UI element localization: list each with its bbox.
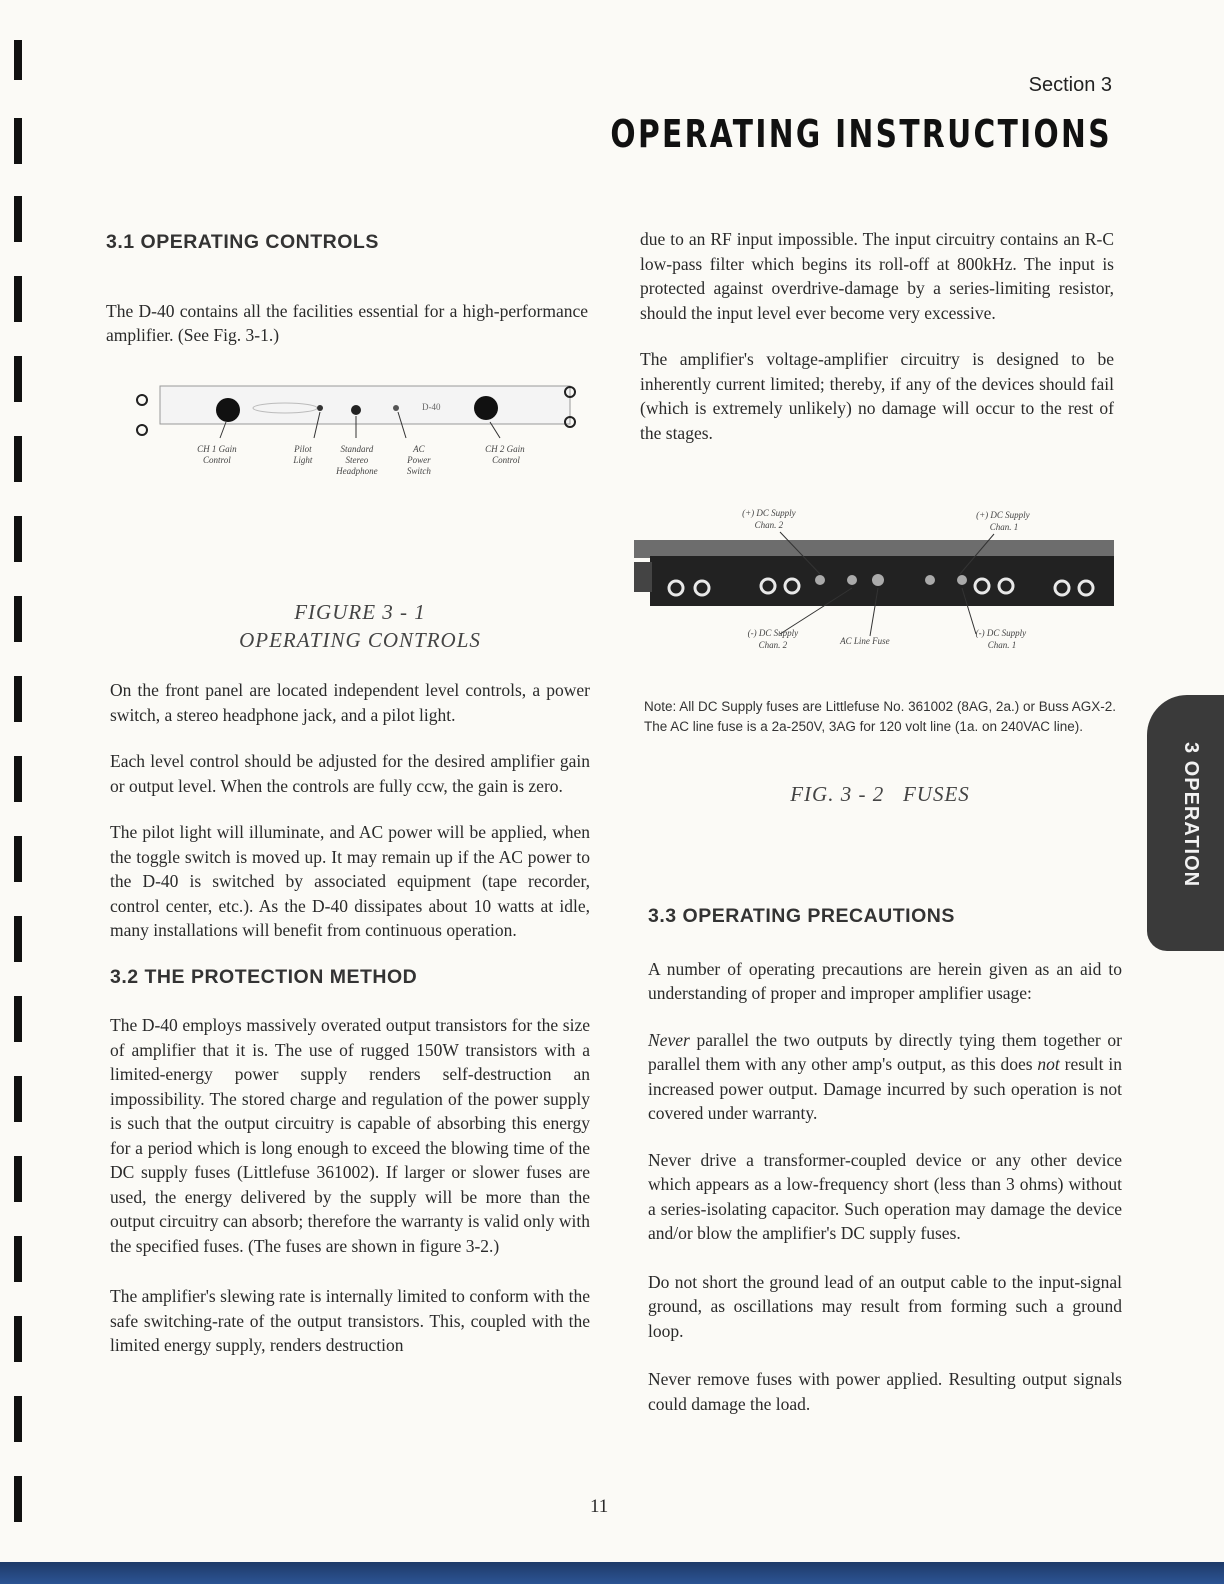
fig2-label-neg2: Chan. 2 (758, 640, 788, 650)
not-word: not (1037, 1054, 1060, 1074)
fig2-label-neg1: (-) DC Supply (975, 628, 1027, 638)
never-drive-paragraph: Never drive a transformer-coupled device or any other device which appears as a low-frequency short (less than 3 ohms) without a series-isolating capacitor. Such operation may damage the device and/or blow the amplifier's DC supply fuses. (648, 1149, 1122, 1243)
fig1-label-pilot: Pilot (294, 444, 312, 454)
rear-panel-figure (630, 506, 1120, 656)
fig2-label-pos1: (+) DC Supply (976, 510, 1030, 520)
never-parallel-part1: parallel the two outputs by directly tying them together or parallel them with any other amp's output, as this does (648, 1029, 1122, 1074)
fig1-label-power: AC (413, 444, 425, 454)
jack-icon (761, 579, 775, 593)
figure-3-2-caption: FIG. 3 - 2 FUSES (790, 782, 970, 806)
scan-edge-bar (0, 1562, 1224, 1584)
page-number: 11 (590, 1496, 609, 1517)
fig1-label-power: Switch (406, 466, 431, 476)
ground-lead-paragraph: Do not short the ground lead of an output cable to the input-signal ground, as oscillations may result from forming such a ground loop. (648, 1271, 1122, 1341)
protection-paragraph: The D-40 employs massively overated output transistors for the size of amplifier that it is. The use of rugged 150W transistors with a limited-energy power supply renders self-destruction an impossibility. The stored charge and regulation of the power supply is such that the output circuitry is capable of absorbing this energy for a period which is long enough to exceed the blowing time of the DC supply fuses (Littlefuse 361002). If larger or slower fuses are used, the energy delivered by the supply will be more than the output circuitry can absorb; therefore the warranty is valid only with the specified fuses. (The fuses are shown in figure 3-2.) (110, 1015, 590, 1256)
heading-operating-precautions: 3.3 OPERATING PRECAUTIONS (648, 905, 955, 927)
precautions-intro-paragraph: A number of operating precautions are herein given as an aid to understanding of proper and improper amplifier usage: (648, 958, 1122, 1003)
fig1-label-headphone: Standard (340, 444, 374, 454)
svg-text:CH 1 Gain Control Pilo (197, 444, 527, 476)
fuse-holder-icon (815, 575, 825, 585)
ch1-gain-knob-icon (216, 398, 240, 422)
fig2-label-neg1: Chan. 1 (987, 640, 1017, 650)
jack-icon (669, 581, 683, 595)
fig2-label-neg2: (-) DC Supply (747, 628, 799, 638)
figure-3-1-caption (180, 598, 540, 654)
fig1-label-ch2: CH 2 Gain (485, 444, 525, 454)
jack-icon (785, 579, 799, 593)
section-tab-label: 3 OPERATION (1180, 742, 1202, 888)
section-label: Section 3 (1028, 74, 1112, 96)
fuse-holder-icon (872, 574, 884, 586)
jack-icon (975, 579, 989, 593)
voltage-amplifier-paragraph: The amplifier's voltage-amplifier circuitry is designed to be inherently current limited; thereby, if any of the devices should fail (which is extremely unlikely) no damage will occur to the rest of the stages. (640, 349, 1114, 443)
fig1-label-power: Power (407, 455, 431, 465)
never-word: Never (648, 1029, 690, 1050)
model-label: D-40 (422, 402, 441, 412)
fuse-note: Note: All DC Supply fuses are Littlefuse No. 361002 (8AG, 2a.) or Buss AGX-2. The AC line fuse is a 2a-250V, 3AG for 120 volt line (1a. on 240VAC line). (644, 699, 1116, 734)
jack-icon (999, 579, 1013, 593)
intro-paragraph: The D-40 contains all the facilities essential for a high-performance amplifier. (See Fig. 3-1.) (106, 300, 588, 345)
right-column-upper (640, 227, 1114, 467)
jack-icon (695, 581, 709, 595)
mount-screw-icon (137, 395, 147, 405)
svg-text:(+) DC Supply Chan. 2 (742, 508, 1032, 532)
heading-operating-controls: 3.1 OPERATING CONTROLS (106, 231, 379, 253)
fig1-label-ch1: Control (203, 455, 231, 465)
never-parallel-paragraph (648, 1028, 1122, 1126)
power-switch-icon (393, 405, 399, 411)
never-parallel-part2: result in increased power output. Damage incurred by such operation is not covered under warranty. (648, 1054, 1122, 1123)
fuse-holder-icon (925, 575, 935, 585)
rf-input-paragraph: due to an RF input impossible. The input circuitry contains an R-C low-pass filter which begins its roll-off at 800kHz. The input is protected against overdrive-damage by a series-limiting resistor, should the input level ever become very excessive. (640, 229, 1114, 323)
front-panel-paragraph: On the front panel are located independent level controls, a power switch, a stereo headphone jack, and a pilot light. (110, 680, 590, 725)
ch2-gain-knob-icon (474, 396, 498, 420)
remove-fuses-paragraph: Never remove fuses with power applied. Resulting output signals could damage the load. (648, 1369, 1122, 1414)
fuse-holder-icon (847, 575, 857, 585)
fig1-label-headphone: Stereo (345, 455, 369, 465)
fig2-label-acfuse: AC Line Fuse (840, 636, 890, 646)
fig2-label-pos2: (+) DC Supply (742, 508, 796, 518)
rear-panel-left-end (634, 562, 652, 592)
fig2-label-pos1: Chan. 1 (989, 522, 1019, 532)
jack-icon (1055, 581, 1069, 595)
pilot-light-paragraph: The pilot light will illuminate, and AC power will be applied, when the toggle switch is moved up. It may remain up if the AC power to the D-40 is switched by associated equipment (tape recorder, control center, etc.). As the D-40 dissipates about 10 watts at idle, many installations will benefit from continuous operation. (110, 822, 590, 940)
right-column-lower (648, 904, 1122, 1438)
slewing-paragraph: The amplifier's slewing rate is internally limited to conform with the safe switching-rate of the output transistors. This, coupled with the limited energy supply, renders destruction (110, 1286, 590, 1355)
heading-protection-method: 3.2 THE PROTECTION METHOD (110, 965, 418, 988)
left-column-lower (110, 678, 590, 1380)
page-title: OPERATING INSTRUCTIONS (610, 112, 1112, 156)
level-control-paragraph: Each level control should be adjusted for the desired amplifier gain or output level. When the controls are fully ccw, the gain is zero. (110, 751, 590, 796)
fig1-label-ch1: CH 1 Gain (197, 444, 237, 454)
fig2-label-pos2: Chan. 2 (754, 520, 784, 530)
figure-3-1-title: OPERATING CONTROLS (239, 628, 481, 652)
mount-screw-icon (137, 425, 147, 435)
fuse-holder-icon (957, 575, 967, 585)
left-column (106, 230, 588, 370)
front-panel-figure (130, 380, 590, 500)
headphone-jack-icon (351, 405, 361, 415)
fig1-label-ch2: Control (492, 455, 520, 465)
jack-icon (1079, 581, 1093, 595)
svg-text:(-) DC Supply Chan. 2 (748, 628, 1029, 650)
figure-3-1-number: FIGURE 3 - 1 (294, 600, 426, 624)
fig1-label-headphone: Headphone (336, 466, 378, 476)
pilot-light-icon (317, 405, 323, 411)
fig1-label-pilot: Light (293, 455, 313, 465)
rear-panel-top (634, 540, 1114, 558)
